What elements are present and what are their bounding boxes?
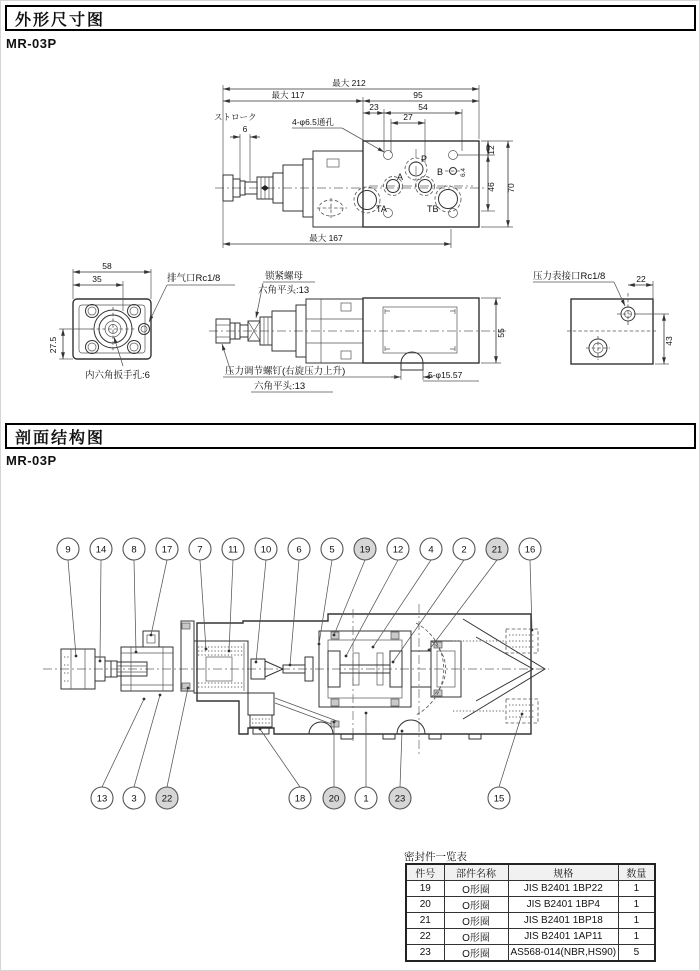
seal-cell: O形圈 — [444, 913, 508, 929]
seal-cell: 22 — [406, 929, 444, 945]
svg-text:17: 17 — [161, 544, 173, 556]
seal-cell: JIS B2401 1BP4 — [508, 897, 619, 913]
seal-table-header-row — [406, 864, 655, 881]
seal-cell: 20 — [406, 897, 444, 913]
balloon-20 — [323, 787, 345, 809]
seal-cell: O形圈 — [444, 945, 508, 962]
port-label-ta: TA — [376, 204, 387, 214]
svg-text:15: 15 — [493, 793, 505, 805]
port-label-p: P — [421, 154, 428, 164]
seal-table-row — [406, 897, 655, 913]
balloon-7 — [189, 538, 211, 560]
model-code-dimensions: MR-03P — [6, 36, 57, 51]
thru-holes-label: 4-φ6.5通孔 — [292, 117, 334, 127]
dim-27-5: 27.5 — [48, 336, 58, 354]
svg-text:4: 4 — [428, 544, 434, 556]
seal-table-row — [406, 945, 655, 962]
balloon-1 — [355, 787, 377, 809]
dim-46: 46 — [486, 182, 496, 192]
dim-27: 27 — [403, 112, 413, 122]
dim-70: 70 — [506, 183, 516, 193]
svg-text:8: 8 — [131, 544, 137, 556]
balloon-21 — [486, 538, 508, 560]
technical-drawing-svg — [1, 1, 700, 971]
seal-cell: AS568-014(NBR,HS90) — [508, 945, 619, 962]
svg-text:18: 18 — [294, 793, 306, 805]
adjust-screw-label-2: 六角平头:13 — [254, 381, 306, 392]
dim-12: 12 — [486, 145, 496, 155]
balloon-22 — [156, 787, 178, 809]
balloon-19 — [354, 538, 376, 560]
top-view-drawing — [214, 78, 516, 248]
seal-cell: 1 — [619, 881, 655, 897]
seal-col-spec: 规格 — [508, 864, 619, 881]
adjust-screw-label-1: 压力调节螺钉(右旋压力上升) — [225, 366, 346, 377]
stroke-label: ストローク — [214, 112, 257, 122]
section-title-structure-text: 剖面结构图 — [15, 429, 106, 447]
svg-text:21: 21 — [491, 544, 503, 556]
svg-text:16: 16 — [524, 544, 536, 556]
port-label-a: A — [397, 172, 404, 182]
gauge-view-drawing — [533, 270, 674, 364]
seal-col-part-no: 件号 — [406, 864, 444, 881]
dim-max-117: 最大 117 — [271, 90, 305, 100]
balloon-18 — [289, 787, 311, 809]
exhaust-port-label: 排气口Rc1/8 — [167, 273, 221, 284]
seal-parts-table — [405, 863, 656, 962]
dim-54: 54 — [418, 102, 428, 112]
svg-text:2: 2 — [461, 544, 467, 556]
dim-55: 55 — [496, 328, 506, 338]
seal-cell: 1 — [619, 913, 655, 929]
balloon-17 — [156, 538, 178, 560]
balloon-15 — [488, 787, 510, 809]
seal-col-qty: 数量 — [619, 864, 655, 881]
dim-95: 95 — [413, 90, 423, 100]
balloon-14 — [90, 538, 112, 560]
seal-cell: 19 — [406, 881, 444, 897]
stroke-value: 6 — [242, 124, 248, 134]
port-label-b: B — [437, 167, 444, 177]
svg-text:23: 23 — [394, 793, 406, 805]
balloon-6 — [288, 538, 310, 560]
model-code-structure: MR-03P — [6, 453, 57, 468]
seal-cell: JIS B2401 1BP22 — [508, 881, 619, 897]
seal-cell: O形圈 — [444, 929, 508, 945]
seal-table-row — [406, 913, 655, 929]
balloon-2 — [453, 538, 475, 560]
balloon-23 — [389, 787, 411, 809]
dim-58: 58 — [102, 261, 112, 271]
svg-text:19: 19 — [359, 544, 371, 556]
seal-col-part-name: 部件名称 — [444, 864, 508, 881]
mount-holes-label: 5-φ15.57 — [428, 370, 463, 380]
seal-cell: 1 — [619, 929, 655, 945]
port-label-tb: TB — [427, 204, 439, 214]
dim-6-4: 6.4 — [460, 167, 467, 177]
svg-text:12: 12 — [392, 544, 404, 556]
cross-section-drawing — [43, 604, 549, 757]
svg-text:6: 6 — [296, 544, 302, 556]
seal-table-row — [406, 929, 655, 945]
hex-socket-label: 内六角扳手孔:6 — [85, 370, 150, 381]
dim-max-167: 最大 167 — [309, 233, 343, 243]
svg-text:9: 9 — [65, 544, 71, 556]
side-view-drawing — [209, 270, 506, 392]
svg-text:13: 13 — [96, 793, 108, 805]
balloon-10 — [255, 538, 277, 560]
seal-cell: 23 — [406, 945, 444, 962]
svg-text:1: 1 — [363, 793, 369, 805]
svg-text:20: 20 — [328, 793, 340, 805]
svg-text:10: 10 — [260, 544, 272, 556]
balloon-4 — [420, 538, 442, 560]
seal-cell: O形圈 — [444, 881, 508, 897]
balloon-8 — [123, 538, 145, 560]
dim-22: 22 — [636, 274, 646, 284]
seal-cell: 5 — [619, 945, 655, 962]
gauge-port-label: 压力表接口Rc1/8 — [533, 271, 606, 282]
seal-cell: JIS B2401 1BP18 — [508, 913, 619, 929]
balloon-16 — [519, 538, 541, 560]
svg-text:11: 11 — [228, 544, 238, 556]
seal-cell: O形圈 — [444, 897, 508, 913]
seal-table-row — [406, 881, 655, 897]
svg-text:22: 22 — [161, 793, 173, 805]
seal-cell: JIS B2401 1AP11 — [508, 929, 619, 945]
dim-23: 23 — [369, 102, 379, 112]
balloon-13 — [91, 787, 113, 809]
balloon-5 — [321, 538, 343, 560]
balloon-9 — [57, 538, 79, 560]
seal-cell: 21 — [406, 913, 444, 929]
balloon-11 — [222, 538, 244, 560]
svg-text:7: 7 — [197, 544, 203, 556]
lock-nut-label-1: 锁紧螺母 — [265, 271, 304, 282]
section-title-dimensions-text: 外形尺寸图 — [15, 11, 106, 29]
flange-view-drawing — [48, 261, 235, 381]
seal-cell: 1 — [619, 897, 655, 913]
svg-text:5: 5 — [329, 544, 335, 556]
seal-table-title: 密封件一览表 — [404, 851, 467, 863]
svg-text:3: 3 — [131, 793, 137, 805]
balloon-3 — [123, 787, 145, 809]
dim-max-212: 最大 212 — [332, 78, 366, 88]
balloon-12 — [387, 538, 409, 560]
svg-text:14: 14 — [95, 544, 107, 556]
lock-nut-label-2: 六角平头:13 — [258, 285, 310, 296]
dim-43: 43 — [664, 336, 674, 346]
dim-35: 35 — [92, 274, 102, 284]
